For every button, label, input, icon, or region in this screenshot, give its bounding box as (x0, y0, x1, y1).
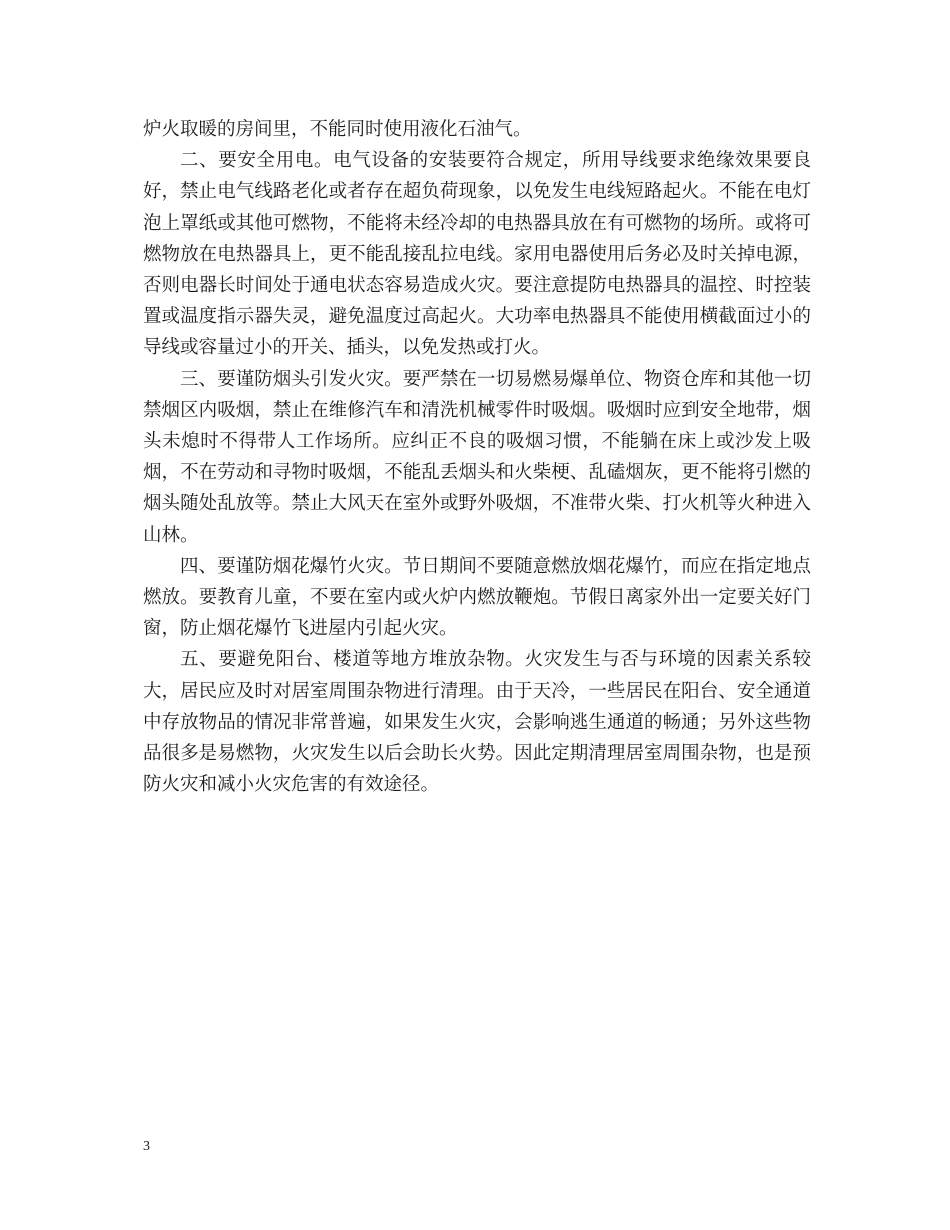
paragraph-safe-electricity: 二、要安全用电。电气设备的安装要符合规定，所用导线要求绝缘效果要良好，禁止电气线路老化或者存在超负荷现象，以免发生电线短路起火。不能在电灯泡上罩纸或其他可燃物，不能将未经冷却的电热器具放在有可燃物的场所。或将可燃物放在电热器具上，更不能乱接乱拉电线。家用电器使用后务必及时关掉电源，否则电器长时间处于通电状态容易造成火灾。要注意提防电热器具的温控、时控装置或温度指示器失灵，避免温度过高起火。大功率电热器具不能使用横截面过小的导线或容量过小的开关、插头，以免发热或打火。 (143, 150, 811, 359)
page-number: 3 (143, 1139, 150, 1154)
body-text (143, 114, 811, 800)
paragraph-cigarette-fire: 三、要谨防烟头引发火灾。要严禁在一切易燃易爆单位、物资仓库和其他一切禁烟区内吸烟，禁止在维修汽车和清洗机械零件时吸烟。吸烟时应到安全地带，烟头未熄时不得带人工作场所。应纠正不良的吸烟习惯，不能躺在床上或沙发上吸烟，不在劳动和寻物时吸烟，不能乱丢烟头和火柴梗、乱磕烟灰，更不能将引燃的烟头随处乱放等。禁止大风天在室外或野外吸烟，不准带火柴、打火机等火种进入山林。 (143, 368, 811, 546)
paragraph-firework-fire: 四、要谨防烟花爆竹火灾。节日期间不要随意燃放烟花爆竹，而应在指定地点燃放。要教育儿童，不要在室内或火炉内燃放鞭炮。节假日离家外出一定要关好门窗，防止烟花爆竹飞进屋内引起火灾。 (143, 555, 811, 640)
paragraph-continuation: 炉火取暖的房间里，不能同时使用液化石油气。 (143, 119, 532, 140)
paragraph-clutter-fire: 五、要避免阳台、楼道等地方堆放杂物。火灾发生与否与环境的因素关系较大，居民应及时对居室周围杂物进行清理。由于天冷，一些居民在阳台、安全通道中存放物品的情况非常普遍，如果发生火灾，会影响逃生通道的畅通；另外这些物品很多是易燃物，火灾发生以后会助长火势。因此定期清理居室周围杂物，也是预防火灾和减小火灾危害的有效途径。 (143, 649, 811, 796)
